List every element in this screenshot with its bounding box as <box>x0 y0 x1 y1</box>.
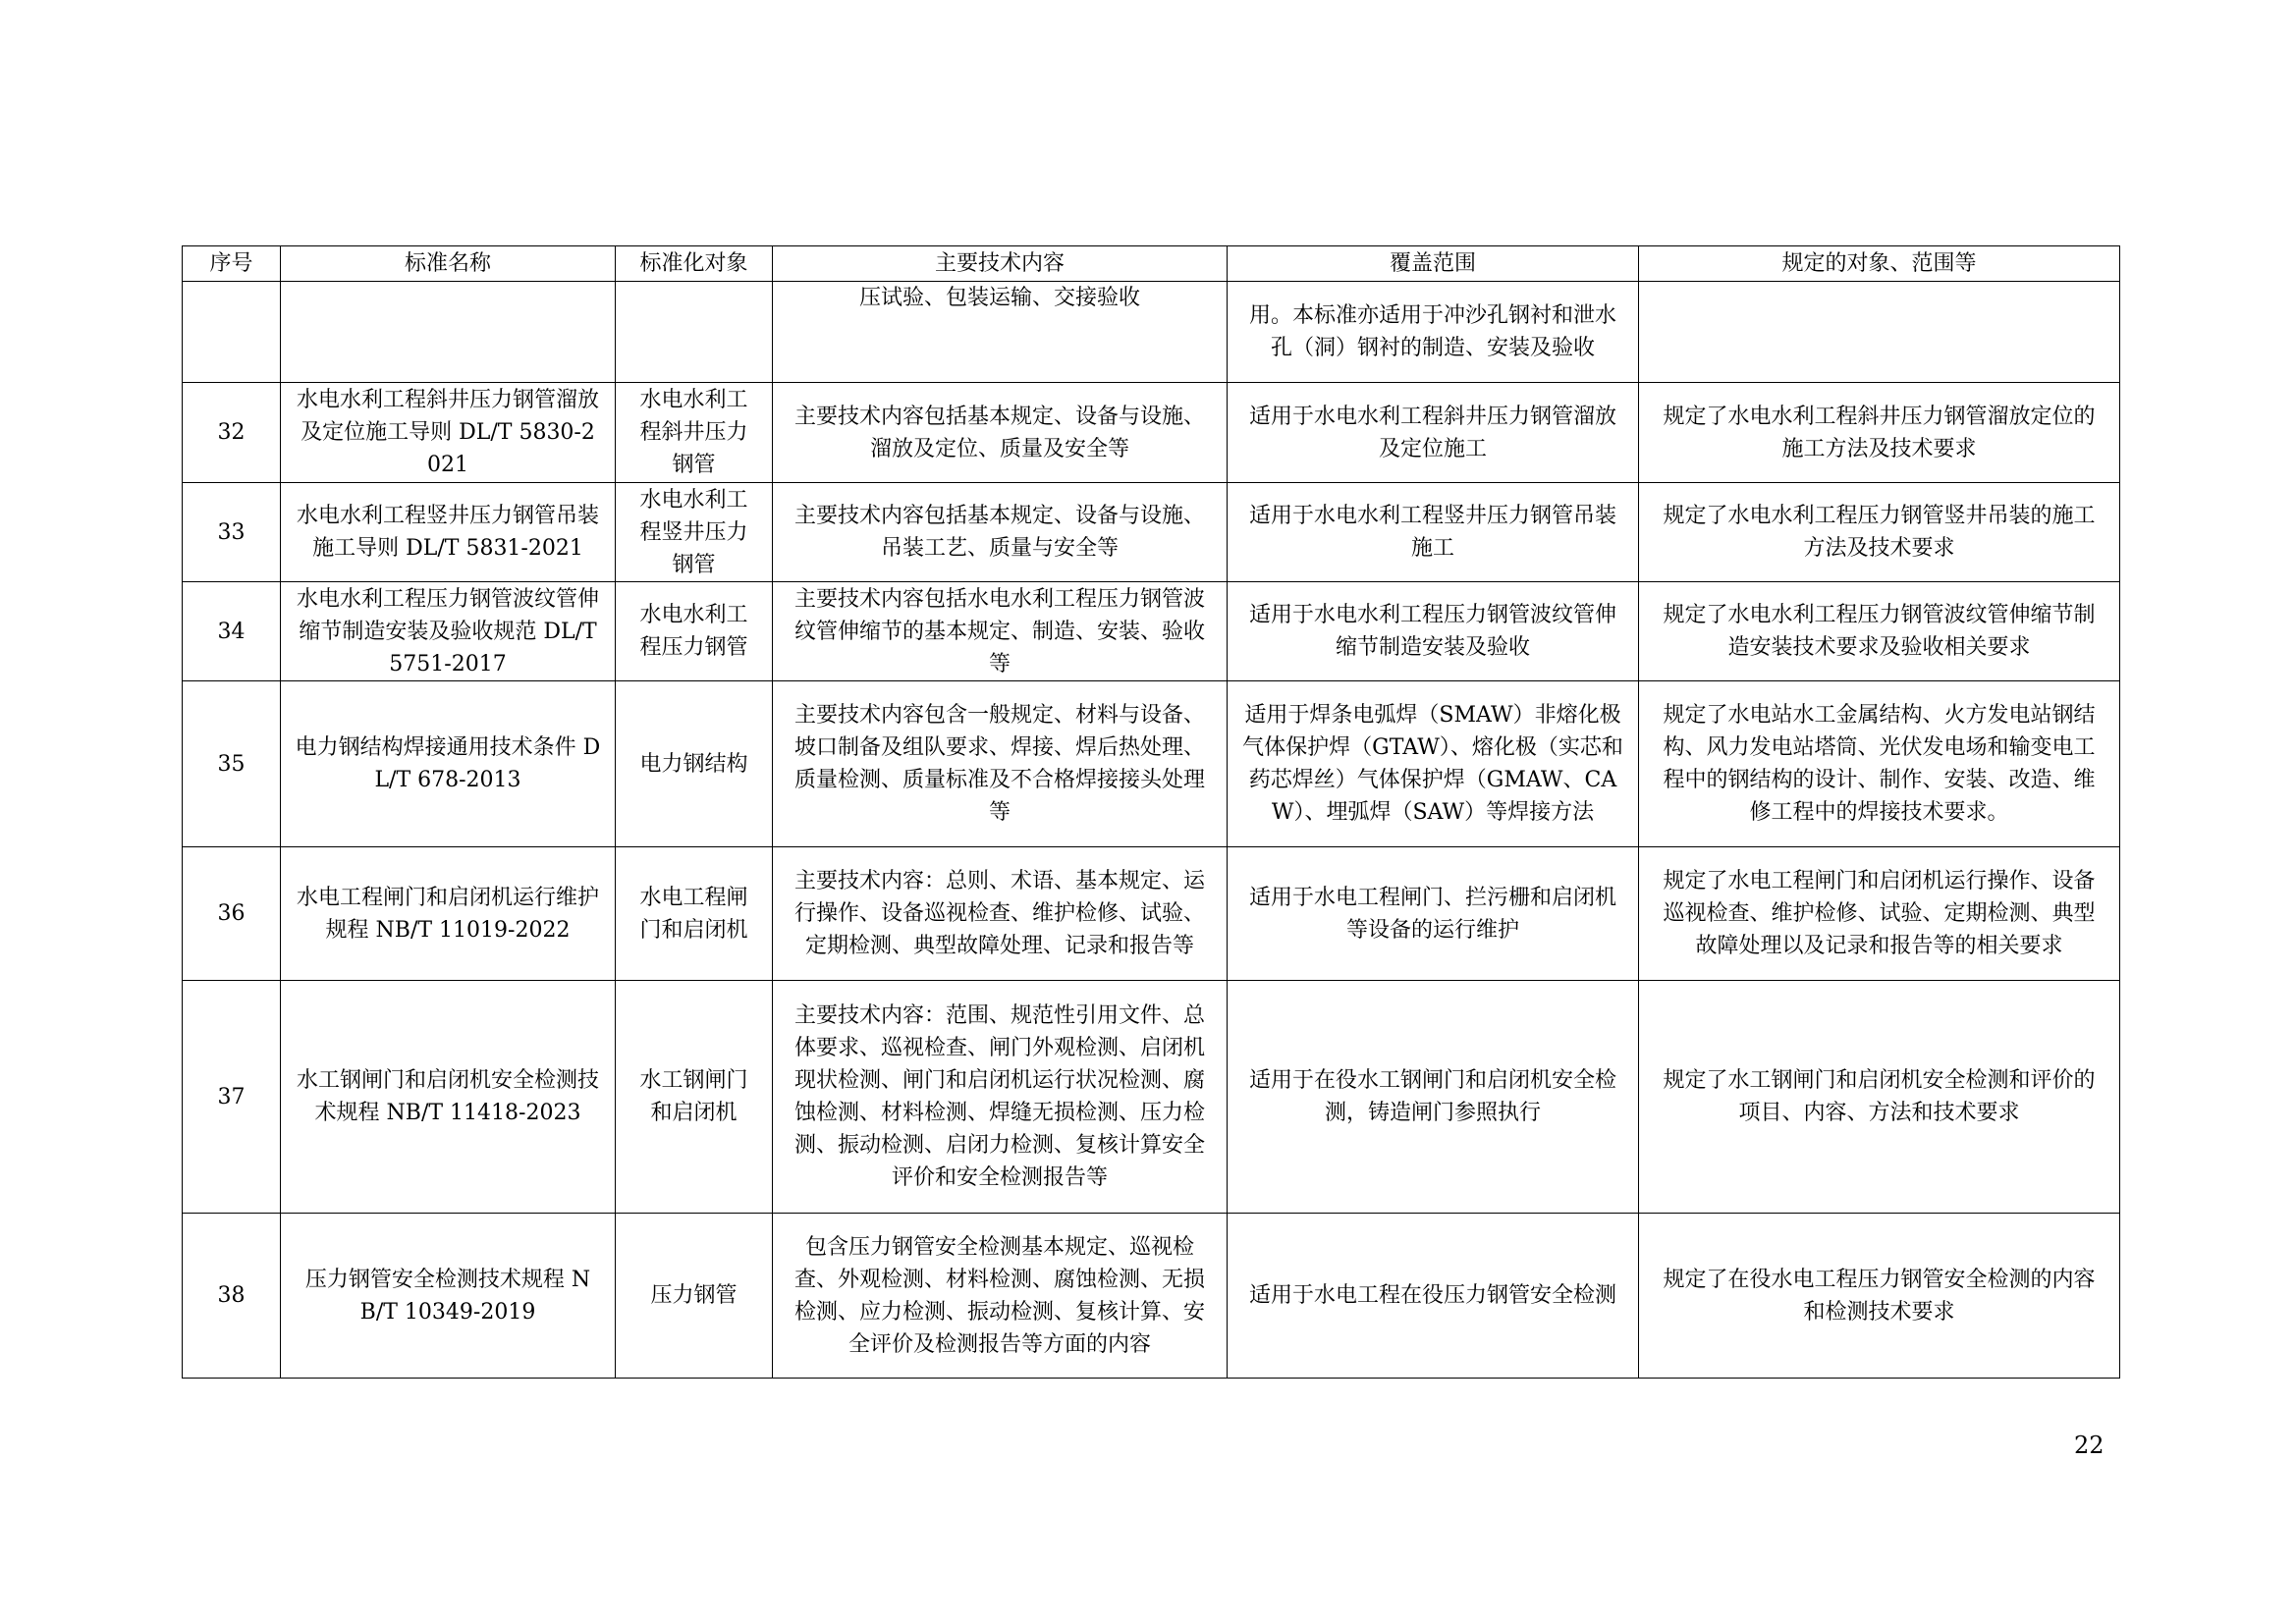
cell-provision: 规定了水电水利工程压力钢管竖井吊装的施工方法及技术要求 <box>1639 483 2120 582</box>
cell-provision: 规定了水工钢闸门和启闭机安全检测和评价的项目、内容、方法和技术要求 <box>1639 981 2120 1214</box>
table-row <box>183 681 2120 847</box>
header-provision: 规定的对象、范围等 <box>1639 246 2120 282</box>
header-standard-name: 标准名称 <box>281 246 616 282</box>
table-row <box>183 383 2120 483</box>
header-no: 序号 <box>183 246 281 282</box>
cell-scope: 用。本标准亦适用于冲沙孔钢衬和泄水孔（洞）钢衬的制造、安装及验收 <box>1228 282 1639 383</box>
header-scope: 覆盖范围 <box>1228 246 1639 282</box>
cell-object: 压力钢管 <box>616 1214 773 1379</box>
cell-no: 33 <box>183 483 281 582</box>
cell-scope: 适用于焊条电弧焊（SMAW）非熔化极气体保护焊（GTAW）、熔化极（实芯和药芯焊丝）气体保护焊（GMAW、CAW）、埋弧焊（SAW）等焊接方法 <box>1228 681 1639 847</box>
cell-standard-name: 水电水利工程压力钢管波纹管伸缩节制造安装及验收规范 DL/T 5751-2017 <box>281 582 616 681</box>
header-row <box>183 246 2120 282</box>
header-main-content: 主要技术内容 <box>773 246 1228 282</box>
cell-provision: 规定了水电水利工程压力钢管波纹管伸缩节制造安装技术要求及验收相关要求 <box>1639 582 2120 681</box>
cell-standard-name: 水工钢闸门和启闭机安全检测技术规程 NB/T 11418-2023 <box>281 981 616 1214</box>
cell-scope: 适用于水电工程在役压力钢管安全检测 <box>1228 1214 1639 1379</box>
cell-provision <box>1639 282 2120 383</box>
cell-standard-name <box>281 282 616 383</box>
cell-object: 水电工程闸门和启闭机 <box>616 847 773 981</box>
cell-scope: 适用于在役水工钢闸门和启闭机安全检测，铸造闸门参照执行 <box>1228 981 1639 1214</box>
table-body <box>183 282 2120 1379</box>
cell-provision: 规定了在役水电工程压力钢管安全检测的内容和检测技术要求 <box>1639 1214 2120 1379</box>
cell-object: 水工钢闸门和启闭机 <box>616 981 773 1214</box>
cell-scope: 适用于水电水利工程斜井压力钢管溜放及定位施工 <box>1228 383 1639 483</box>
table-row <box>183 582 2120 681</box>
cell-no: 35 <box>183 681 281 847</box>
page-number: 22 <box>2074 1432 2105 1459</box>
cell-object: 电力钢结构 <box>616 681 773 847</box>
table-row <box>183 847 2120 981</box>
cell-main-content: 主要技术内容包括基本规定、设备与设施、吊装工艺、质量与安全等 <box>773 483 1228 582</box>
cell-standard-name: 水电水利工程斜井压力钢管溜放及定位施工导则 DL/T 5830-2021 <box>281 383 616 483</box>
table-row <box>183 483 2120 582</box>
cell-no: 36 <box>183 847 281 981</box>
cell-standard-name: 压力钢管安全检测技术规程 NB/T 10349-2019 <box>281 1214 616 1379</box>
table-row <box>183 282 2120 383</box>
cell-no: 34 <box>183 582 281 681</box>
cell-object: 水电水利工程斜井压力钢管 <box>616 383 773 483</box>
table-header <box>183 246 2120 282</box>
cell-no: 32 <box>183 383 281 483</box>
cell-main-content: 包含压力钢管安全检测基本规定、巡视检查、外观检测、材料检测、腐蚀检测、无损检测、应力检测、振动检测、复核计算、安全评价及检测报告等方面的内容 <box>773 1214 1228 1379</box>
cell-main-content: 主要技术内容包含一般规定、材料与设备、坡口制备及组队要求、焊接、焊后热处理、质量检测、质量标准及不合格焊接接头处理等 <box>773 681 1228 847</box>
table-row <box>183 1214 2120 1379</box>
cell-no <box>183 282 281 383</box>
standards-table <box>182 245 2120 1379</box>
cell-provision: 规定了水电站水工金属结构、火方发电站钢结构、风力发电站塔筒、光伏发电场和输变电工程中的钢结构的设计、制作、安装、改造、维修工程中的焊接技术要求。 <box>1639 681 2120 847</box>
cell-object: 水电水利工程压力钢管 <box>616 582 773 681</box>
cell-no: 38 <box>183 1214 281 1379</box>
cell-main-content: 主要技术内容包括水电水利工程压力钢管波纹管伸缩节的基本规定、制造、安装、验收等 <box>773 582 1228 681</box>
cell-main-content: 压试验、包装运输、交接验收 <box>773 282 1228 383</box>
cell-main-content: 主要技术内容：总则、术语、基本规定、运行操作、设备巡视检查、维护检修、试验、定期检测、典型故障处理、记录和报告等 <box>773 847 1228 981</box>
cell-standard-name: 水电工程闸门和启闭机运行维护规程 NB/T 11019-2022 <box>281 847 616 981</box>
cell-main-content: 主要技术内容：范围、规范性引用文件、总体要求、巡视检查、闸门外观检测、启闭机现状检测、闸门和启闭机运行状况检测、腐蚀检测、材料检测、焊缝无损检测、压力检测、振动检测、启闭力检测、复核计算安全评价和安全检测报告等 <box>773 981 1228 1214</box>
cell-object <box>616 282 773 383</box>
cell-provision: 规定了水电水利工程斜井压力钢管溜放定位的施工方法及技术要求 <box>1639 383 2120 483</box>
table-row <box>183 981 2120 1214</box>
cell-object: 水电水利工程竖井压力钢管 <box>616 483 773 582</box>
cell-provision: 规定了水电工程闸门和启闭机运行操作、设备巡视检查、维护检修、试验、定期检测、典型故障处理以及记录和报告等的相关要求 <box>1639 847 2120 981</box>
cell-no: 37 <box>183 981 281 1214</box>
header-object: 标准化对象 <box>616 246 773 282</box>
cell-standard-name: 水电水利工程竖井压力钢管吊装施工导则 DL/T 5831-2021 <box>281 483 616 582</box>
cell-main-content: 主要技术内容包括基本规定、设备与设施、溜放及定位、质量及安全等 <box>773 383 1228 483</box>
cell-scope: 适用于水电水利工程压力钢管波纹管伸缩节制造安装及验收 <box>1228 582 1639 681</box>
cell-standard-name: 电力钢结构焊接通用技术条件 DL/T 678-2013 <box>281 681 616 847</box>
cell-scope: 适用于水电水利工程竖井压力钢管吊装施工 <box>1228 483 1639 582</box>
cell-scope: 适用于水电工程闸门、拦污栅和启闭机等设备的运行维护 <box>1228 847 1639 981</box>
